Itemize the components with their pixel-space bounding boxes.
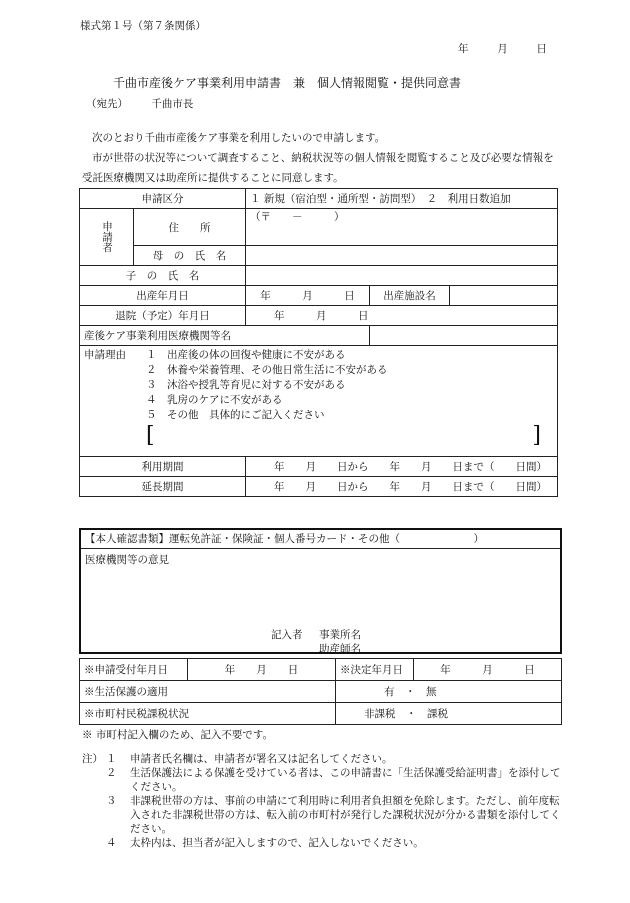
staff-box <box>79 528 562 654</box>
received-label: ※申請受付年月日 <box>80 659 188 681</box>
address-label: 住 所 <box>134 209 246 246</box>
reason-item[interactable]: １ 出産後の体の回復や健康に不安がある <box>146 349 346 361</box>
document-title: 千曲市産後ケア事業利用申請書 兼 個人情報閲覧・提供同意書 <box>113 76 462 90</box>
received-field[interactable]: 年 月 日 <box>188 659 336 681</box>
use-period-label: 利用期間 <box>80 457 246 477</box>
mother-name-field[interactable] <box>246 246 558 266</box>
note-item <box>82 794 562 836</box>
writer-midwife-label: 助産師名 <box>319 643 361 655</box>
tax-label: ※市町村民税課税状況 <box>80 703 336 725</box>
welfare-field[interactable]: 有 ・ 無 <box>336 681 562 703</box>
reason-item[interactable]: ４ 乳房のケアに不安がある <box>146 394 283 406</box>
note-text: 申請者氏名欄は、申請者が署名又は記名してください。 <box>130 753 393 765</box>
reason-item[interactable]: ２ 休養や栄養管理、その他日常生活に不安がある <box>146 364 388 376</box>
extend-period-label: 延長期間 <box>80 477 246 497</box>
id-documents[interactable]: 【本人確認書類】運転免許証・保険証・個人番号カード・その他（ ） <box>81 530 560 549</box>
addressee-name: 千曲市長 <box>151 98 194 110</box>
note-number: ４ <box>106 837 117 849</box>
notes-prefix: 注） <box>82 753 103 765</box>
bracket-close: ] <box>532 423 541 448</box>
addressee <box>86 96 193 111</box>
notes <box>82 752 562 850</box>
writer-block <box>271 628 361 656</box>
opinion-label: 医療機関等の意見 <box>85 554 169 566</box>
reason-other-field[interactable] <box>84 425 553 449</box>
note-text: 非課税世帯の方は、事前の申請にて利用時に利用者負担額を免除します。ただし、前年度転入された非課税世帯の方は、転入前の市町村が発行した課税状況が分かる書類を添付してください。 <box>130 795 561 835</box>
institution-field[interactable] <box>370 326 558 346</box>
form-number: 様式第１号（第７条関係） <box>80 20 206 32</box>
note-number: ２ <box>106 767 117 779</box>
discharge-label: 退院（予定）年月日 <box>80 306 246 326</box>
office-note: ※ 市町村記入欄のため、記入不要です。 <box>82 729 274 741</box>
note-number: １ <box>106 753 117 765</box>
reason-item[interactable]: ５ その他 具体的にご記入ください <box>146 409 325 421</box>
extend-period-field[interactable]: 年 月 日から 年 月 日まで（ 日間） <box>246 477 558 497</box>
category-options[interactable]: １ 新規（宿泊型・通所型・訪問型） ２ 利用日数追加 <box>246 189 558 209</box>
institution-label: 産後ケア事業利用医療機関等名 <box>80 326 370 346</box>
welfare-label: ※生活保護の適用 <box>80 681 336 703</box>
reason-item[interactable]: ３ 沐浴や授乳等育児に対する不安がある <box>146 379 346 391</box>
birth-facility-label: 出産施設名 <box>370 286 450 306</box>
note-text: 生活保護法による保護を受けている者は、この申請書に「生活保護受給証明書」を添付してください。 <box>130 767 561 793</box>
bracket-open: [ <box>146 423 155 448</box>
discharge-field[interactable]: 年 月 日 <box>246 306 558 326</box>
writer-office-label: 事業所名 <box>319 629 361 641</box>
header-date <box>458 41 547 56</box>
date-year: 年 <box>458 43 469 55</box>
reason-label: 申請理由 <box>84 349 126 361</box>
office-table <box>79 658 562 725</box>
application-table <box>79 188 558 497</box>
date-day: 日 <box>536 43 547 55</box>
addressee-prefix: （宛先） <box>86 98 128 110</box>
intro-text <box>82 128 562 188</box>
intro-line-2: 市が世帯の状況等について調査すること、納税状況等の個人情報を閲覧すること及び必要な情報を受託医療機関又は助産所に提供することに同意します。 <box>82 152 554 184</box>
decided-label: ※決定年月日 <box>336 659 414 681</box>
note-item <box>82 836 562 850</box>
birth-date-field[interactable]: 年 月 日 <box>246 286 370 306</box>
category-label: 申請区分 <box>80 189 246 209</box>
child-name-label: 子 の 氏 名 <box>80 266 246 286</box>
note-item <box>82 752 562 766</box>
writer-prefix: 記入者 <box>271 629 303 641</box>
birth-date-label: 出産年月日 <box>80 286 246 306</box>
reason-cell <box>80 346 558 457</box>
address-field[interactable]: （〒 － ） <box>246 209 558 246</box>
reason-list <box>146 348 388 423</box>
note-number: ３ <box>106 795 117 807</box>
use-period-field[interactable]: 年 月 日から 年 月 日まで（ 日間） <box>246 457 558 477</box>
child-name-field[interactable] <box>246 266 558 286</box>
note-text: 太枠内は、担当者が記入しますので、記入しないでください。 <box>130 837 424 849</box>
tax-field[interactable]: 非課税 ・ 課税 <box>336 703 562 725</box>
mother-name-label: 母 の 氏 名 <box>134 246 246 266</box>
note-item <box>82 766 562 794</box>
intro-line-1: 次のとおり千曲市産後ケア事業を利用したいので申請します。 <box>92 132 386 144</box>
applicant-label: 申請者 <box>80 209 134 266</box>
date-month: 月 <box>497 43 508 55</box>
birth-facility-field[interactable] <box>450 286 558 306</box>
decided-field[interactable]: 年 月 日 <box>414 659 562 681</box>
